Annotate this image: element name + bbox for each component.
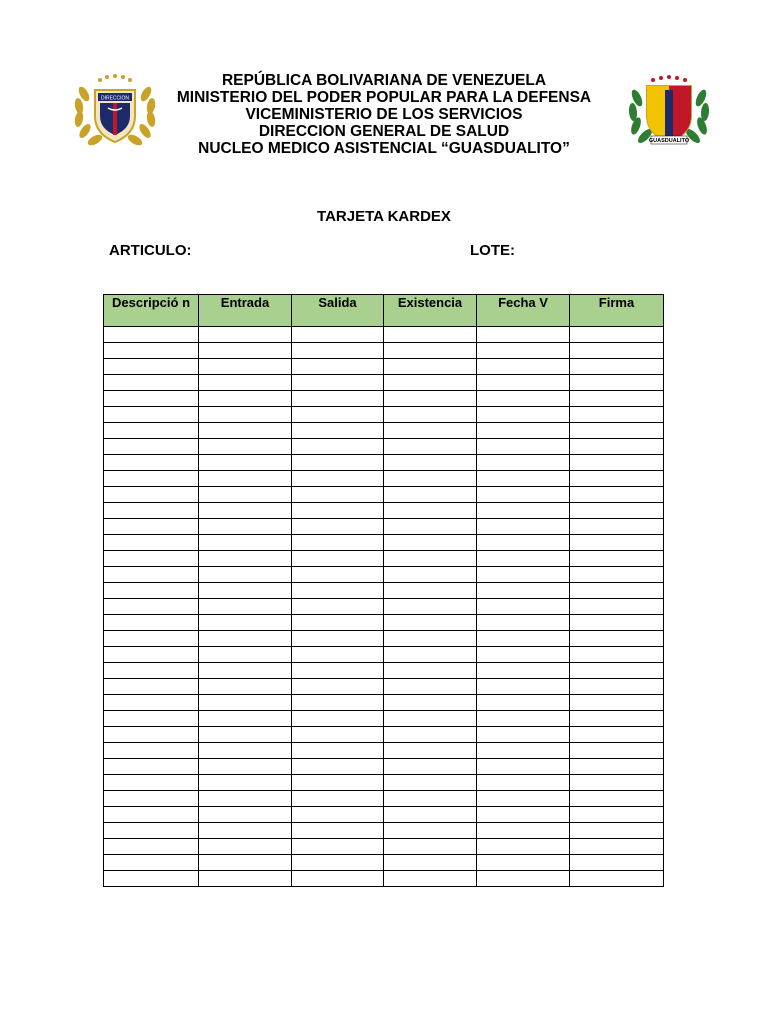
table-cell xyxy=(104,791,199,807)
table-row xyxy=(104,775,664,791)
table-cell xyxy=(292,551,384,567)
table-cell xyxy=(199,343,292,359)
table-row xyxy=(104,471,664,487)
table-cell xyxy=(570,759,664,775)
table-cell xyxy=(292,871,384,887)
table-cell xyxy=(104,711,199,727)
table-cell xyxy=(199,359,292,375)
table-cell xyxy=(104,471,199,487)
table-cell xyxy=(199,423,292,439)
table-cell xyxy=(104,759,199,775)
table-cell xyxy=(477,615,570,631)
table-cell xyxy=(570,327,664,343)
header-line-vice-ministry: VICEMINISTERIO DE LOS SERVICIOS xyxy=(245,106,523,123)
table-cell xyxy=(570,535,664,551)
table-cell xyxy=(104,631,199,647)
table-cell xyxy=(199,615,292,631)
table-cell xyxy=(292,743,384,759)
table-cell xyxy=(384,407,477,423)
column-header-firma: Firma xyxy=(570,295,664,327)
table-row xyxy=(104,759,664,775)
header-line-republic: REPÚBLICA BOLIVARIANA DE VENEZUELA xyxy=(221,72,547,89)
table-row xyxy=(104,519,664,535)
table-row xyxy=(104,487,664,503)
table-cell xyxy=(104,375,199,391)
table-cell xyxy=(570,615,664,631)
table-row xyxy=(104,647,664,663)
table-cell xyxy=(570,807,664,823)
table-cell xyxy=(570,695,664,711)
table-cell xyxy=(477,647,570,663)
table-cell xyxy=(477,631,570,647)
column-header-entrada: Entrada xyxy=(199,295,292,327)
table-cell xyxy=(477,519,570,535)
table-cell xyxy=(104,855,199,871)
table-cell xyxy=(570,567,664,583)
table-cell xyxy=(199,663,292,679)
table-cell xyxy=(199,775,292,791)
table-cell xyxy=(384,871,477,887)
table-row xyxy=(104,631,664,647)
table-cell xyxy=(104,839,199,855)
lote-label: LOTE: xyxy=(470,242,515,259)
table-cell xyxy=(292,471,384,487)
table-row xyxy=(104,535,664,551)
table-cell xyxy=(477,727,570,743)
table-cell xyxy=(199,631,292,647)
table-cell xyxy=(199,807,292,823)
table-cell xyxy=(384,791,477,807)
table-cell xyxy=(570,679,664,695)
table-cell xyxy=(104,663,199,679)
table-cell xyxy=(570,855,664,871)
table-cell xyxy=(384,679,477,695)
kardex-table xyxy=(103,294,664,887)
table-cell xyxy=(570,343,664,359)
table-cell xyxy=(477,359,570,375)
table-cell xyxy=(292,727,384,743)
table-cell xyxy=(104,823,199,839)
table-cell xyxy=(384,455,477,471)
table-cell xyxy=(199,471,292,487)
table-cell xyxy=(292,791,384,807)
table-row xyxy=(104,855,664,871)
table-cell xyxy=(384,439,477,455)
table-cell xyxy=(477,599,570,615)
table-cell xyxy=(104,439,199,455)
table-cell xyxy=(199,567,292,583)
table-cell xyxy=(384,775,477,791)
table-row xyxy=(104,375,664,391)
table-cell xyxy=(570,503,664,519)
table-row xyxy=(104,439,664,455)
table-cell xyxy=(384,471,477,487)
table-cell xyxy=(384,711,477,727)
table-cell xyxy=(384,359,477,375)
table-cell xyxy=(384,487,477,503)
table-cell xyxy=(570,375,664,391)
table-cell xyxy=(199,455,292,471)
table-cell xyxy=(570,455,664,471)
table-cell xyxy=(570,391,664,407)
table-cell xyxy=(292,567,384,583)
table-cell xyxy=(477,343,570,359)
table-cell xyxy=(292,487,384,503)
table-cell xyxy=(104,583,199,599)
table-row xyxy=(104,423,664,439)
table-cell xyxy=(570,487,664,503)
table-row xyxy=(104,503,664,519)
table-cell xyxy=(570,551,664,567)
table-cell xyxy=(477,503,570,519)
table-cell xyxy=(384,743,477,759)
table-cell xyxy=(292,439,384,455)
column-header-fecha-v: Fecha V xyxy=(477,295,570,327)
table-cell xyxy=(477,663,570,679)
table-cell xyxy=(104,567,199,583)
table-cell xyxy=(570,775,664,791)
table-row xyxy=(104,455,664,471)
table-cell xyxy=(570,711,664,727)
table-cell xyxy=(199,375,292,391)
table-cell xyxy=(570,471,664,487)
table-cell xyxy=(477,775,570,791)
right-emblem-logo xyxy=(625,72,713,150)
table-cell xyxy=(384,343,477,359)
table-cell xyxy=(477,535,570,551)
table-cell xyxy=(199,583,292,599)
table-cell xyxy=(477,439,570,455)
table-row xyxy=(104,615,664,631)
table-cell xyxy=(292,391,384,407)
table-cell xyxy=(292,455,384,471)
table-cell xyxy=(570,839,664,855)
table-cell xyxy=(104,535,199,551)
table-cell xyxy=(104,503,199,519)
table-cell xyxy=(292,615,384,631)
table-cell xyxy=(199,519,292,535)
table-cell xyxy=(477,711,570,727)
table-row xyxy=(104,839,664,855)
table-cell xyxy=(292,775,384,791)
table-cell xyxy=(570,647,664,663)
header-line-ministry: MINISTERIO DEL PODER POPULAR PARA LA DEFENSA xyxy=(176,89,592,106)
table-cell xyxy=(199,839,292,855)
table-cell xyxy=(292,855,384,871)
table-cell xyxy=(199,551,292,567)
table-cell xyxy=(570,407,664,423)
table-row xyxy=(104,679,664,695)
table-cell xyxy=(104,775,199,791)
table-cell xyxy=(384,759,477,775)
table-cell xyxy=(292,343,384,359)
table-cell xyxy=(570,663,664,679)
table-cell xyxy=(104,807,199,823)
table-cell xyxy=(570,791,664,807)
header-line-nucleus: NUCLEO MEDICO ASISTENCIAL “GUASDUALITO” xyxy=(198,140,570,157)
table-cell xyxy=(384,551,477,567)
table-header-row xyxy=(104,295,664,327)
table-cell xyxy=(199,871,292,887)
table-cell xyxy=(384,567,477,583)
table-cell xyxy=(104,871,199,887)
table-cell xyxy=(384,327,477,343)
document-title: TARJETA KARDEX xyxy=(317,208,451,225)
table-cell xyxy=(292,679,384,695)
table-cell xyxy=(384,535,477,551)
table-cell xyxy=(570,439,664,455)
table-cell xyxy=(477,423,570,439)
table-row xyxy=(104,695,664,711)
column-header-existencia: Existencia xyxy=(384,295,477,327)
table-row xyxy=(104,583,664,599)
table-row xyxy=(104,663,664,679)
table-cell xyxy=(292,535,384,551)
table-cell xyxy=(570,583,664,599)
table-cell xyxy=(104,487,199,503)
table-cell xyxy=(292,663,384,679)
table-cell xyxy=(570,599,664,615)
column-header-salida: Salida xyxy=(292,295,384,327)
table-cell xyxy=(292,519,384,535)
table-cell xyxy=(384,503,477,519)
table-cell xyxy=(477,759,570,775)
table-row xyxy=(104,343,664,359)
table-cell xyxy=(477,551,570,567)
table-cell xyxy=(477,855,570,871)
table-cell xyxy=(199,407,292,423)
table-cell xyxy=(199,679,292,695)
table-cell xyxy=(570,359,664,375)
table-cell xyxy=(384,423,477,439)
table-cell xyxy=(199,599,292,615)
table-cell xyxy=(384,583,477,599)
table-cell xyxy=(477,743,570,759)
table-cell xyxy=(292,647,384,663)
table-row xyxy=(104,727,664,743)
table-row xyxy=(104,359,664,375)
table-cell xyxy=(292,583,384,599)
table-cell xyxy=(104,695,199,711)
table-row xyxy=(104,711,664,727)
header-line-direction: DIRECCION GENERAL DE SALUD xyxy=(258,123,510,140)
table-cell xyxy=(477,375,570,391)
table-cell xyxy=(477,487,570,503)
table-cell xyxy=(292,807,384,823)
table-cell xyxy=(384,727,477,743)
table-cell xyxy=(570,823,664,839)
table-cell xyxy=(104,519,199,535)
table-cell xyxy=(570,519,664,535)
table-cell xyxy=(477,391,570,407)
table-cell xyxy=(292,359,384,375)
table-cell xyxy=(199,759,292,775)
table-cell xyxy=(570,727,664,743)
table-cell xyxy=(384,855,477,871)
table-cell xyxy=(570,743,664,759)
table-cell xyxy=(104,679,199,695)
table-body xyxy=(104,327,664,887)
table-cell xyxy=(292,375,384,391)
table-cell xyxy=(477,695,570,711)
table-cell xyxy=(477,871,570,887)
table-cell xyxy=(199,439,292,455)
table-cell xyxy=(104,407,199,423)
table-cell xyxy=(199,727,292,743)
table-cell xyxy=(292,711,384,727)
table-cell xyxy=(199,647,292,663)
table-cell xyxy=(292,631,384,647)
table-row xyxy=(104,807,664,823)
table-cell xyxy=(199,743,292,759)
table-cell xyxy=(477,839,570,855)
articulo-label: ARTICULO: xyxy=(109,242,192,259)
table-cell xyxy=(477,471,570,487)
table-cell xyxy=(384,615,477,631)
svg-text:GUASDUALITO: GUASDUALITO xyxy=(648,138,690,144)
table-cell xyxy=(199,391,292,407)
table-row xyxy=(104,391,664,407)
table-cell xyxy=(104,343,199,359)
table-cell xyxy=(477,679,570,695)
table-cell xyxy=(292,423,384,439)
table-cell xyxy=(384,807,477,823)
table-cell xyxy=(292,759,384,775)
table-cell xyxy=(477,583,570,599)
table-cell xyxy=(477,327,570,343)
table-cell xyxy=(104,551,199,567)
table-row xyxy=(104,871,664,887)
table-cell xyxy=(384,663,477,679)
table-cell xyxy=(384,375,477,391)
table-cell xyxy=(104,743,199,759)
table-cell xyxy=(384,647,477,663)
table-row xyxy=(104,823,664,839)
table-cell xyxy=(570,423,664,439)
table-cell xyxy=(104,647,199,663)
table-cell xyxy=(292,695,384,711)
table-row xyxy=(104,791,664,807)
table-cell xyxy=(477,823,570,839)
table-cell xyxy=(292,407,384,423)
table-cell xyxy=(199,503,292,519)
table-cell xyxy=(104,327,199,343)
table-cell xyxy=(477,455,570,471)
table-cell xyxy=(292,823,384,839)
table-cell xyxy=(384,519,477,535)
column-header-descripcion: Descripció n xyxy=(104,295,199,327)
table-cell xyxy=(104,423,199,439)
table-cell xyxy=(477,407,570,423)
table-cell xyxy=(384,599,477,615)
table-cell xyxy=(104,727,199,743)
table-cell xyxy=(384,631,477,647)
table-cell xyxy=(104,599,199,615)
table-cell xyxy=(104,455,199,471)
table-cell xyxy=(570,631,664,647)
table-cell xyxy=(292,327,384,343)
table-row xyxy=(104,327,664,343)
table-cell xyxy=(384,839,477,855)
table-cell xyxy=(292,599,384,615)
table-cell xyxy=(199,791,292,807)
table-cell xyxy=(477,567,570,583)
table-cell xyxy=(104,615,199,631)
table-cell xyxy=(199,535,292,551)
table-cell xyxy=(199,823,292,839)
table-cell xyxy=(477,807,570,823)
table-cell xyxy=(384,391,477,407)
table-row xyxy=(104,567,664,583)
table-cell xyxy=(199,855,292,871)
table-cell xyxy=(199,327,292,343)
table-cell xyxy=(384,695,477,711)
table-cell xyxy=(570,871,664,887)
table-cell xyxy=(199,695,292,711)
table-cell xyxy=(477,791,570,807)
table-cell xyxy=(384,823,477,839)
table-row xyxy=(104,407,664,423)
table-cell xyxy=(292,839,384,855)
svg-text:DIRECCION: DIRECCION xyxy=(100,95,130,102)
table-cell xyxy=(104,391,199,407)
table-row xyxy=(104,551,664,567)
table-row xyxy=(104,599,664,615)
table-row xyxy=(104,743,664,759)
table-cell xyxy=(104,359,199,375)
table-cell xyxy=(292,503,384,519)
table-cell xyxy=(199,711,292,727)
table-cell xyxy=(199,487,292,503)
